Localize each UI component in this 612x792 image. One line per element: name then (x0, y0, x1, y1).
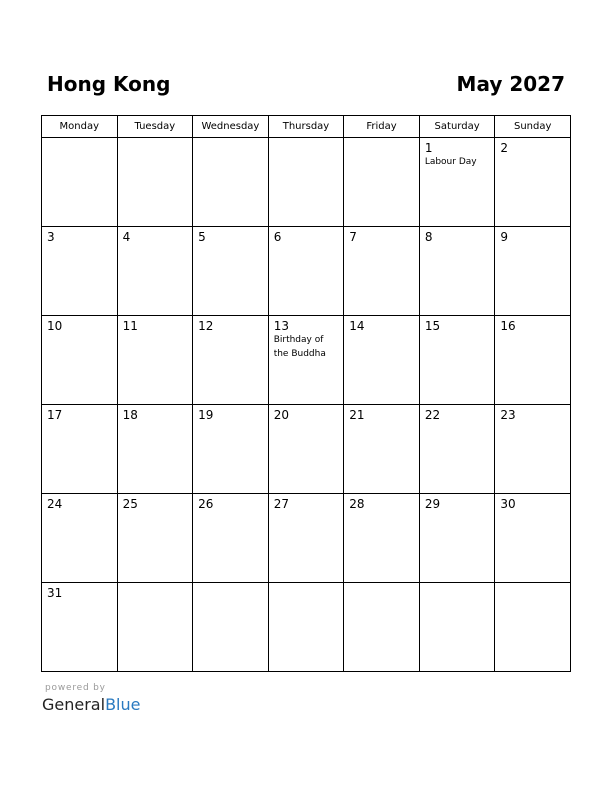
day-number: 31 (47, 586, 63, 600)
week-row (42, 583, 571, 672)
day-number: 8 (424, 230, 433, 244)
day-number: 28 (349, 497, 365, 511)
day-cell (344, 405, 420, 494)
day-cell (495, 316, 571, 405)
day-number: 18 (122, 408, 138, 422)
day-number: 30 (500, 497, 516, 511)
month-calendar-grid (41, 115, 571, 672)
day-cell (42, 227, 118, 316)
day-number: 27 (273, 497, 289, 511)
day-cell (419, 138, 495, 227)
logo-general-text: General (42, 695, 106, 714)
day-number: 20 (273, 408, 289, 422)
region-title: Hong Kong (47, 72, 171, 96)
day-number: 24 (47, 497, 63, 511)
empty-day-cell (193, 583, 269, 672)
day-cell (117, 227, 193, 316)
day-number: 2 (500, 141, 509, 155)
day-cell (268, 405, 344, 494)
day-cell (42, 583, 118, 672)
day-cell (42, 494, 118, 583)
day-number: 15 (424, 319, 441, 333)
month-year-title: May 2027 (456, 72, 565, 96)
powered-by-text: powered by (45, 683, 106, 693)
day-cell (193, 494, 269, 583)
day-number: 10 (47, 319, 63, 333)
day-cell (344, 227, 420, 316)
day-cell (42, 405, 118, 494)
footer-branding (42, 682, 140, 715)
day-number: 26 (198, 497, 214, 511)
day-cell (495, 227, 571, 316)
empty-day-cell (495, 583, 571, 672)
day-cell (268, 227, 344, 316)
weekday-header-tuesday: Tuesday (117, 116, 193, 138)
day-number: 16 (500, 319, 516, 333)
day-number: 11 (122, 319, 138, 333)
calendar-body (42, 138, 571, 672)
day-number: 7 (349, 230, 357, 244)
calendar-header (41, 70, 571, 100)
day-cell (419, 316, 495, 405)
weekday-header-monday: Monday (42, 116, 118, 138)
holiday-label: Birthday of the Buddha (273, 335, 326, 359)
weekday-header-friday: Friday (344, 116, 420, 138)
day-cell (193, 227, 269, 316)
day-cell (495, 138, 571, 227)
day-cell (495, 494, 571, 583)
weekday-header-thursday: Thursday (268, 116, 344, 138)
day-number: 21 (349, 408, 365, 422)
week-row (42, 494, 571, 583)
day-number: 29 (424, 497, 441, 511)
day-number: 19 (198, 408, 214, 422)
weekday-row (42, 116, 571, 138)
weekday-header-row (42, 116, 571, 138)
week-row (42, 227, 571, 316)
day-cell (117, 405, 193, 494)
day-cell (193, 316, 269, 405)
day-number: 17 (47, 408, 63, 422)
week-row (42, 316, 571, 405)
day-cell (117, 316, 193, 405)
day-cell (495, 405, 571, 494)
empty-day-cell (193, 138, 269, 227)
day-number: 3 (47, 230, 55, 244)
weekday-header-wednesday: Wednesday (193, 116, 269, 138)
day-cell (193, 405, 269, 494)
day-number: 12 (198, 319, 214, 333)
weekday-header-sunday: Sunday (495, 116, 571, 138)
empty-day-cell (344, 583, 420, 672)
day-cell (419, 494, 495, 583)
day-number: 25 (122, 497, 138, 511)
empty-day-cell (344, 138, 420, 227)
day-cell (117, 494, 193, 583)
holiday-label: Labour Day (424, 157, 477, 167)
empty-day-cell (268, 583, 344, 672)
empty-day-cell (117, 583, 193, 672)
day-number: 4 (122, 230, 131, 244)
day-cell (419, 405, 495, 494)
week-row (42, 138, 571, 227)
day-number: 13 (273, 319, 289, 333)
day-number: 9 (500, 230, 509, 244)
empty-day-cell (268, 138, 344, 227)
generalblue-logo[interactable] (42, 695, 140, 715)
empty-day-cell (42, 138, 118, 227)
week-row (42, 405, 571, 494)
day-number: 6 (273, 230, 282, 244)
day-cell (268, 316, 344, 405)
day-number: 5 (198, 230, 206, 244)
weekday-header-saturday: Saturday (419, 116, 495, 138)
day-cell (42, 316, 118, 405)
day-cell (344, 316, 420, 405)
day-cell (419, 227, 495, 316)
logo-blue-text: Blue (105, 695, 141, 714)
day-cell (268, 494, 344, 583)
day-number: 1 (424, 141, 433, 155)
day-cell (344, 494, 420, 583)
day-number: 14 (349, 319, 365, 333)
empty-day-cell (117, 138, 193, 227)
empty-day-cell (419, 583, 495, 672)
day-number: 22 (424, 408, 441, 422)
day-number: 23 (500, 408, 516, 422)
